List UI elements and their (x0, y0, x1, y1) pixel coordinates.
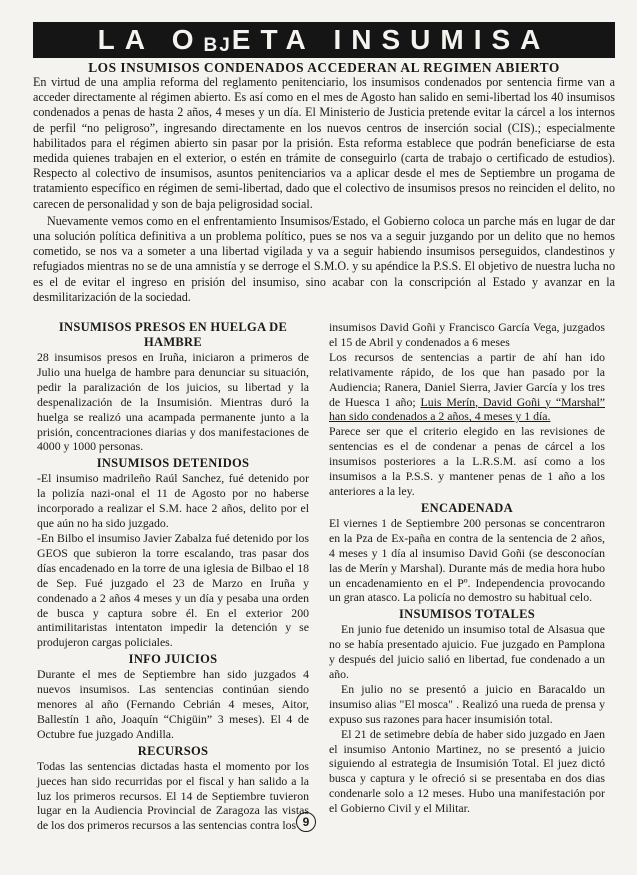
totales-text-1: En junio fue detenido un insumiso total de Alsasua que no se había presentado ajuicio. Fue juzgado en Pamplona y después del juicio salió en libertad, fue condenado a un año. (329, 622, 605, 682)
right-column (329, 320, 605, 816)
detenidos-text-1: -El insumiso madrileño Raúl Sanchez, fué detenido por la polizía nazi-onal el 11 de Agosto por no haberse incorporado a realizar el S.M. hace 2 años, delito por el que aún no ha sido juzgado. (37, 471, 309, 531)
masthead-part-4: INSUMISA (333, 24, 551, 55)
recursos-text-2a: Los recursos de sentencias a partir de ahí han ido relativamente rápido, de los que han pasado por la Audiencia; Ranera, Daniel Sierra, Javier García y los tres de Huesca 1 año; (329, 349, 605, 409)
masthead-part-1: LA O (97, 24, 204, 55)
totales-text-3: El 21 de setimebre debía de haber sido juzgado en Jaen el insumiso Antonio Martinez, no se presentó a juicio siguiendo al estrategia de Insumisión Total. El juez dictó busca y captura y le ofreció si se presentaba en dos dias condenarle solo a 12 meses. Hubo una manifestación por el Gobierno Civil y el Militar. (329, 726, 605, 816)
section-title-totales: INSUMISOS TOTALES (398, 607, 536, 622)
main-paragraph-2: Nuevamente vemos como en el enfrentamiento Insumisos/Estado, el Gobierno coloca un parche más en lugar de dar una solución política definitiva a un problema político, pues se nos va a seguir juzgando por un delito que no hemos cometido, se nos va a someter a una libertad vigilada y va a seguir habiendo insumisos perseguidos, clandestinos y refugiados mientras no se de una amnistía y se derroge el S.M.O. y su apéndice la P.S.S. El objetivo de nuestra lucha no es el de evitar el ingreso en prisión del insumiso, sino acabar con la conscripción al Estado y avanzar en la desmilitarización de la sociedad. (33, 213, 615, 304)
recursos-text-2 (329, 350, 605, 425)
encadenada-text: El viernes 1 de Septiembre 200 personas se concentraron en la Pza de Ex-paña en contra de la sentencia de 2 años, 4 meses y 1 día al insumiso David Goñi (se desconocían las de Merín y Marshal). Durante más de media hora hubo un encadenamiento en el Pº. Independencia provocando un gran atasco. La policía no demostro su habitual celo. (329, 515, 605, 605)
main-headline: LOS INSUMISOS CONDENADOS ACCEDERAN AL REGIMEN ABIERTO (88, 60, 560, 75)
recursos-text-2b-underlined: Luis Merín, David Goñi y “Marshal” han sido condenados a 2 años, 4 meses y 1 día. (329, 394, 605, 424)
main-paragraph-1: En virtud de una amplia reforma del reglamento penitenciario, los insumisos condenados por sentencia firme van a acceder directamente al régimen abierto. Es así como en el mes de Agosto han salido en semi-libertad los 40 insumisos condenados a penas de hasta 2 años, 4 meses y un día. El Ministerio de Justicia pretende evitar la cárcel a los internos de perfil “no peligroso”, ingresando directamente en los nuevos centros de inserción social (CIS).; especialmente habilitados para el régimen abierto sin pasar por la prisión. Esta reforma establece que podrán beneficiarse de esta medida quienes trabajen en el exterior, o estén en trámite de conseguirlo (carta de trabajo o certificado de estudios). Respecto al colectivo de insumisos, asuntos penitenciarios va a aplicar desde el mes de Septiembre un progama de tratamiento específico en régimen de semi-libertad, dado que el colectivo de insumisos presos no reinciden el delito, no carecen de personalidad y son de baja peligrosidad social. (33, 75, 615, 211)
juicios-text: Durante el mes de Septiembre han sido juzgados 4 nuevos insumisos. Las sentencias continúan siendo menores al año (Fernando Cebrián 4 meses, Aitor, Ballestín 1 año, Joaquín “Chigüin” 3 meses). El 4 de Octubre fue juzgado Andilla. (37, 667, 309, 741)
detenidos-text-2: -En Bilbo el insumiso Javier Zabalza fué detenido por los GEOS que subieron la torre escalando, tras pasar dos días encadenado en la torre de una iglesia de Bilbao el 18 de Sep. Fué juzgado el 23 de Marzo en Iruña y condenado a 2 años 4 meses y un día y pesaba una orden de busca y captura sobre él. En el exterior 200 antimilitaristas intentaton impedir la detención y se produjeron cargas policiales. (37, 530, 309, 650)
page-number: 9 (296, 812, 316, 832)
left-column (37, 320, 309, 833)
masthead-banner (33, 22, 615, 58)
recursos-text-3: Parece ser que el criterio elegido en las revisiones de sentencias es el de condenar a penas de cárcel a los insumisos posteriores a la L.R.S.M. así como a los insumisos a la P.S.S. y mantener penas de 1 año a los anteriores a la ley. (329, 424, 605, 498)
huelga-text: 28 insumisos presos en Iruña, iniciaron a primeros de Julio una huelga de hambre para denunciar su situación, pedir la paralización de los juicios, su libertad y la despenalización de la Insumisión. Mientras duró la huelga se realizó una acampada permanente junto a la prisión, concentraciones diarias y dos manifestaciones de 4000 y 1000 personas. (37, 350, 309, 454)
masthead-part-2: BJ (203, 35, 232, 56)
masthead-part-3: ETA (231, 24, 316, 55)
totales-text-2: En julio no se presentó a juicio en Baracaldo un insumiso alias "El mosca" . Realizó una rueda de prensa y expuso sus razones para hacer insumisión total. (329, 681, 605, 726)
recursos-continuation: insumisos David Goñi y Francisco García Vega, juzgados el 15 de Abril y condenados a 6 meses (329, 320, 605, 349)
section-title-encadenada: ENCADENADA (421, 500, 513, 515)
section-title-juicios: INFO JUICIOS (128, 652, 218, 667)
main-article (33, 75, 615, 305)
section-title-huelga: INSUMISOS PRESOS EN HUELGA DE HAMBRE (58, 320, 288, 349)
recursos-text: Todas las sentencias dictadas hasta el momento por los jueces han sido recurridas por el fiscal y han salido a la luz los primeros recursos. El 14 de Septiembre tuvieron lugar en la Audiencia Provincial de Zaragoza las vistas de los dos primeros recursos a las sentencias contra los (37, 758, 309, 833)
section-title-detenidos: INSUMISOS DETENIDOS (96, 456, 250, 471)
section-title-recursos: RECURSOS (137, 743, 209, 758)
